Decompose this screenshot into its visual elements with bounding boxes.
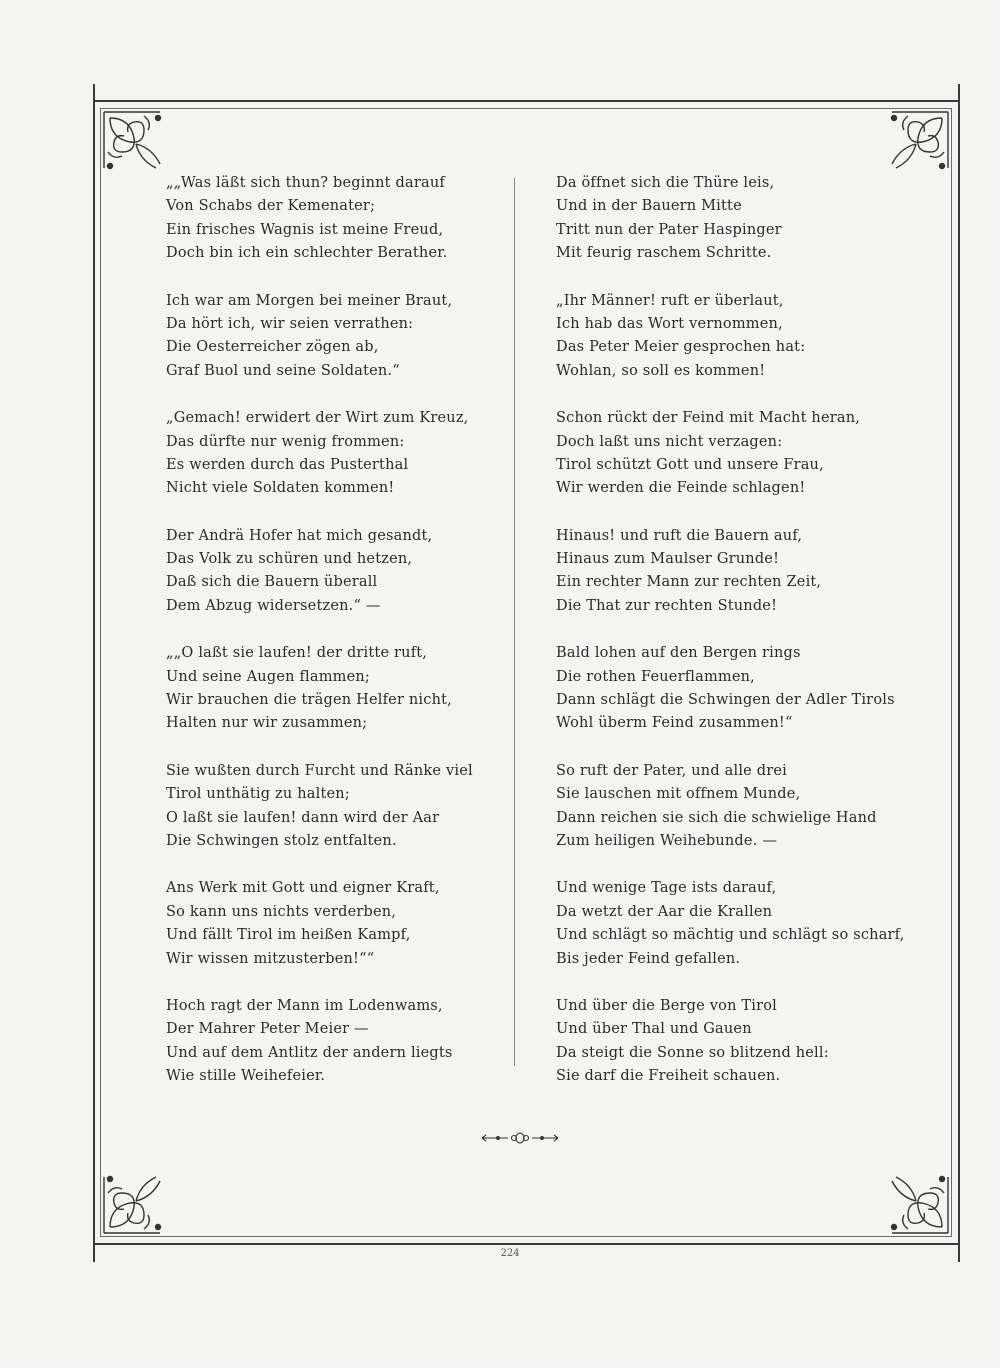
stanza [556, 642, 916, 736]
column-divider [514, 178, 515, 1066]
verse-line: Und seine Augen flammen; [166, 668, 371, 685]
corner-ornament-bottom-right-icon [860, 1145, 952, 1237]
frame-left-line [93, 84, 95, 1262]
verse-line: Dann reichen sie sich die schwielige Hand [556, 809, 877, 826]
verse-line: Daß sich die Bauern überall [166, 574, 378, 591]
verse-line: „„O laßt sie laufen! der dritte ruft, [166, 645, 428, 662]
verse-line: Bis jeder Feind gefallen. [556, 950, 741, 967]
verse-line: Das Volk zu schüren und hetzen, [166, 551, 413, 568]
verse-line: Und über die Berge von Tirol [556, 997, 778, 1014]
verse-line: Nicht viele Soldaten kommen! [166, 480, 395, 497]
stanza [556, 290, 916, 384]
verse-line: Wohl überm Feind zusammen!“ [556, 715, 793, 732]
verse-line: Ein frisches Wagnis ist meine Freud, [166, 221, 444, 238]
verse-line: Der Andrä Hofer hat mich gesandt, [166, 527, 433, 544]
stanza [166, 760, 526, 854]
stanza [166, 877, 526, 971]
stanza [556, 525, 916, 619]
stanza [166, 172, 526, 266]
verse-line: Da hört ich, wir seien verrathen: [166, 315, 414, 332]
verse-line: Das dürfte nur wenig frommen: [166, 433, 405, 450]
verse-line: Und fällt Tirol im heißen Kampf, [166, 927, 411, 944]
verse-line: Und in der Bauern Mitte [556, 198, 742, 215]
verse-line: Und wenige Tage ists darauf, [556, 880, 777, 897]
verse-line: „Gemach! erwidert der Wirt zum Kreuz, [166, 410, 469, 427]
verse-line: Hoch ragt der Mann im Lodenwams, [166, 997, 443, 1014]
verse-line: Ich war am Morgen bei meiner Braut, [166, 292, 453, 309]
verse-line: Die That zur rechten Stunde! [556, 597, 778, 614]
frame-right-line [958, 84, 960, 1262]
verse-line: Da steigt die Sonne so blitzend hell: [556, 1044, 829, 1061]
verse-line: Da öffnet sich die Thüre leis, [556, 175, 775, 191]
verse-line: Tirol unthätig zu halten; [166, 786, 350, 803]
stanza [556, 172, 916, 266]
verse-line: Sie darf die Freiheit schauen. [556, 1068, 781, 1085]
verse-line: Die rothen Feuerflammen, [556, 668, 755, 685]
verse-line: Dem Abzug widersetzen.“ — [166, 597, 381, 614]
verse-line: Wir brauchen die trägen Helfer nicht, [166, 692, 452, 709]
stanza [166, 525, 526, 619]
verse-line: Dann schlägt die Schwingen der Adler Tirols [556, 692, 895, 709]
stanza [166, 290, 526, 384]
verse-line: Zum heiligen Weihebunde. — [556, 832, 778, 849]
page-number: 224 [500, 1248, 520, 1259]
verse-line: Doch bin ich ein schlechter Berather. [166, 245, 448, 262]
verse-line: „Ihr Männer! ruft er überlaut, [556, 292, 784, 309]
stanza [556, 407, 916, 501]
verse-line: Wir werden die Feinde schlagen! [556, 480, 806, 497]
verse-line: Sie wußten durch Furcht und Ränke viel [166, 762, 473, 779]
verse-line: Da wetzt der Aar die Krallen [556, 903, 773, 920]
verse-line: Doch laßt uns nicht verzagen: [556, 433, 783, 450]
verse-line: Hinaus! und ruft die Bauern auf, [556, 527, 803, 544]
verse-line: Und schlägt so mächtig und schlägt so scharf, [556, 927, 905, 944]
verse-line: Wohlan, so soll es kommen! [556, 362, 766, 379]
verse-line: Und auf dem Antlitz der andern liegts [166, 1044, 453, 1061]
corner-ornament-bottom-left-icon [100, 1145, 192, 1237]
verse-line: So ruft der Pater, und alle drei [556, 762, 787, 779]
stanza [556, 995, 916, 1089]
verse-line: Graf Buol und seine Soldaten.“ [166, 362, 400, 379]
verse-line: Wie stille Weihefeier. [166, 1068, 326, 1085]
verse-line: Ein rechter Mann zur rechten Zeit, [556, 574, 822, 591]
poem-left-column [166, 172, 526, 1113]
verse-line: So kann uns nichts verderben, [166, 903, 397, 920]
verse-line: Die Schwingen stolz entfalten. [166, 832, 397, 849]
verse-line: Wir wissen mitzusterben!““ [166, 950, 375, 967]
verse-line: Mit feurig raschem Schritte. [556, 245, 772, 262]
stanza [166, 407, 526, 501]
verse-line: Ans Werk mit Gott und eigner Kraft, [166, 880, 440, 897]
scroll-ornament-icon [480, 1130, 560, 1146]
verse-line: Halten nur wir zusammen; [166, 715, 368, 732]
verse-line: Von Schabs der Kemenater; [166, 198, 376, 215]
verse-line: Der Mahrer Peter Meier — [166, 1021, 369, 1038]
verse-line: Und über Thal und Gauen [556, 1021, 752, 1038]
verse-line: O laßt sie laufen! dann wird der Aar [166, 809, 440, 826]
verse-line: Tritt nun der Pater Haspinger [556, 221, 782, 238]
verse-line: Das Peter Meier gesprochen hat: [556, 339, 806, 356]
verse-line: Hinaus zum Maulser Grunde! [556, 551, 780, 568]
stanza [556, 877, 916, 971]
stanza [556, 760, 916, 854]
verse-line: Es werden durch das Pusterthal [166, 456, 409, 473]
verse-line: Sie lauschen mit offnem Munde, [556, 786, 801, 803]
stanza [166, 642, 526, 736]
verse-line: Die Oesterreicher zögen ab, [166, 339, 379, 356]
poem-right-column [556, 172, 916, 1113]
verse-line: „„Was läßt sich thun? beginnt darauf [166, 175, 445, 191]
stanza [166, 995, 526, 1089]
verse-line: Tirol schützt Gott und unsere Frau, [556, 456, 824, 473]
verse-line: Schon rückt der Feind mit Macht heran, [556, 410, 861, 427]
verse-line: Ich hab das Wort vernommen, [556, 315, 783, 332]
verse-line: Bald lohen auf den Bergen rings [556, 645, 801, 662]
